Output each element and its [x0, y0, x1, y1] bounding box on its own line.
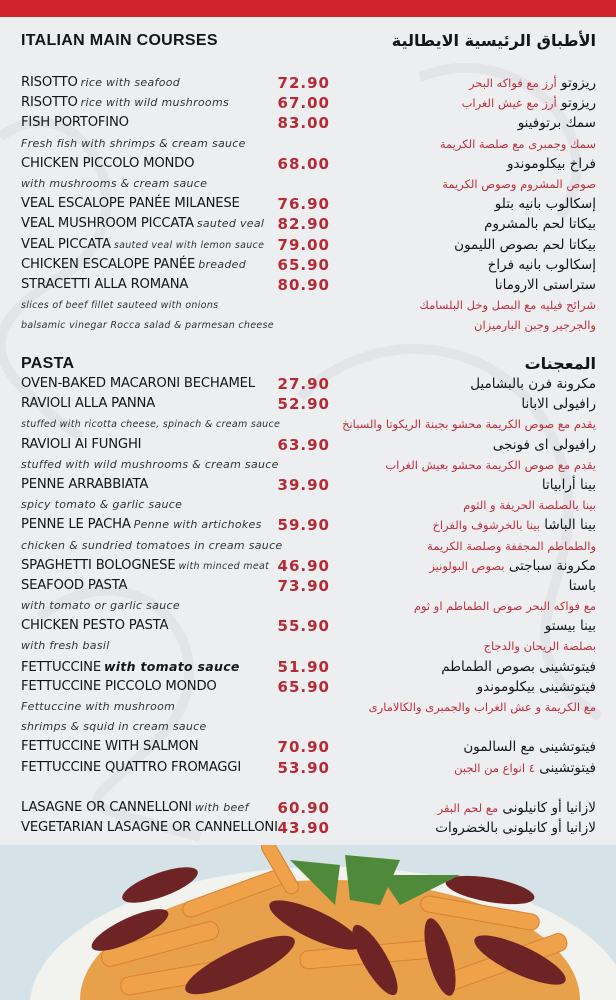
- menu-item-row: [0, 798, 616, 818]
- menu-item-row: [0, 295, 616, 315]
- item-text-en: [21, 818, 278, 838]
- item-name-ar: مكرونة فرن بالبشاميل: [470, 376, 596, 392]
- item-text-en: [21, 194, 240, 214]
- menu-item-row: [0, 475, 616, 495]
- item-description-ar: والجرجير وجبن البارميزان: [474, 318, 596, 333]
- item-text-en: [21, 616, 168, 636]
- menu-item-row: [0, 134, 616, 154]
- item-name-ar: إسكالوب بانيه فراخ: [487, 256, 596, 273]
- item-name-ar: بيكاتا لحم بالمشروم: [484, 216, 596, 233]
- item-text-ar: [542, 475, 596, 495]
- pasta-title-en: PASTA: [21, 355, 75, 372]
- item-description: chicken & sundried tomatoes in cream sauce: [21, 538, 283, 552]
- item-name: VEGETARIAN LASAGNE OR CANNELLONI: [21, 820, 278, 836]
- item-name-ar: ستراستى الارومانا: [494, 276, 596, 293]
- item-description: sauted veal: [196, 217, 265, 231]
- item-description-ar: بينا بالصلصة الحريفة و الثوم: [463, 498, 596, 513]
- item-name: FISH PORTOFINO: [21, 115, 129, 131]
- main-courses-list: [0, 73, 616, 335]
- item-description-ar: أرز مع فواكه البحر: [468, 76, 557, 90]
- item-text-ar: [521, 394, 596, 414]
- menu-item-row: [0, 315, 616, 335]
- item-description: with fresh basil: [21, 639, 110, 653]
- item-text-en: [21, 154, 194, 174]
- item-text-en: [21, 495, 182, 515]
- item-text-en: [21, 697, 175, 717]
- item-text-en: [21, 113, 129, 133]
- item-text-en: [21, 93, 229, 113]
- item-text-ar: [477, 677, 596, 697]
- menu-item-row: [0, 214, 616, 234]
- item-text-en: [21, 515, 262, 535]
- pasta-title-ar: المعجنات: [524, 354, 596, 373]
- menu-item-row: [0, 194, 616, 214]
- item-description: with beef: [194, 800, 249, 814]
- menu-item-row: [0, 818, 616, 838]
- item-text-en: [21, 134, 246, 154]
- item-description-ar: بصوص البولونيز: [429, 558, 505, 573]
- item-text-en: [21, 235, 264, 256]
- item-description-ar: أرز مع عيش الغراب: [461, 96, 557, 111]
- item-name: RISOTTO: [21, 95, 78, 111]
- menu-item-row: [0, 113, 616, 133]
- item-description: Fettuccine with mushroom: [21, 700, 176, 713]
- item-description-ar: مع فواكه البحر صوص الطماطم او ثوم: [413, 599, 596, 614]
- item-text-en: [21, 536, 283, 556]
- item-text-ar: [454, 235, 596, 255]
- item-price: 63.90: [277, 435, 330, 454]
- item-name: CHICKEN PESTO PASTA: [21, 618, 169, 634]
- item-description: rice with wild mushrooms: [80, 96, 230, 110]
- item-text-en: [21, 214, 264, 234]
- menu-item-row: [0, 717, 616, 737]
- item-name: PENNE ARRABBIATA: [21, 476, 149, 492]
- item-description-ar: شرائح فيليه مع البصل وخل البلسامك: [419, 298, 596, 313]
- item-price: 79.00: [277, 235, 330, 254]
- item-text-en: [21, 255, 246, 275]
- top-red-bar: [0, 0, 616, 17]
- item-name: FETTUCCINE QUATTRO FROMAGGI: [21, 759, 242, 775]
- item-text-ar: [545, 616, 596, 636]
- item-description: Fresh fish with shrimps & cream sauce: [21, 136, 246, 150]
- main-courses-title-en: ITALIAN MAIN COURSES: [21, 32, 218, 49]
- item-description: stuffed with ricotta cheese, spinach & cream sauce: [21, 419, 281, 431]
- item-name: STRACETTI ALLA ROMANA: [21, 276, 189, 292]
- item-price: 65.90: [277, 677, 330, 696]
- item-text-ar: [454, 758, 596, 778]
- item-price: 39.90: [277, 475, 330, 494]
- item-description: with minced meat: [178, 560, 270, 572]
- item-description-ar: ٤ انواع من الجبن: [454, 760, 535, 775]
- item-text-ar: [463, 737, 596, 757]
- menu-item-row: [0, 515, 616, 535]
- item-price: 80.90: [277, 275, 330, 294]
- item-name: SEAFOOD PASTA: [21, 577, 128, 593]
- item-name-ar: إسكالوب بانيه بتلو: [494, 196, 596, 213]
- item-text-en: [21, 475, 148, 495]
- item-name: RISOTTO: [21, 75, 78, 90]
- menu-item-row: [0, 636, 616, 656]
- item-description-ar: بينا بالخرشوف والفراخ: [432, 518, 540, 533]
- item-name-ar: لازانيا أو كانيلونى بالخضروات: [435, 820, 596, 837]
- item-price: 70.90: [277, 738, 330, 757]
- item-price: 60.90: [277, 798, 330, 817]
- item-text-en: [21, 798, 249, 818]
- menu-item-row: [0, 556, 616, 576]
- menu-item-row: [0, 657, 616, 677]
- item-name: VEAL ESCALOPE PANÉE MILANESE: [21, 196, 240, 212]
- item-price: 51.90: [277, 657, 330, 676]
- item-price: 76.90: [277, 195, 330, 214]
- item-name: RAVIOLI AI FUNGHI: [21, 436, 142, 452]
- item-name-ar: فيتوتشينى: [539, 759, 596, 776]
- item-text-en: [21, 717, 207, 737]
- menu-item-row: [0, 677, 616, 697]
- menu-item-row: [0, 737, 616, 757]
- item-price: 68.00: [277, 154, 330, 173]
- menu-item-row: [0, 154, 616, 174]
- menu-item-row: [0, 255, 616, 275]
- pasta-photo: [0, 845, 616, 1000]
- item-price: 59.90: [277, 516, 330, 535]
- item-description-ar: صوص المشروم وصوص الكريمة: [442, 176, 596, 191]
- item-description: sauted veal with lemon sauce: [113, 239, 265, 251]
- menu-item-row: [0, 93, 616, 113]
- item-price: 73.90: [277, 576, 330, 595]
- item-description-ar: والطماطم المجففة وصلصة الكريمة: [427, 538, 596, 553]
- menu-item-row: [0, 616, 616, 636]
- item-description: slices of beef fillet sauteed with onions: [21, 300, 219, 312]
- item-description: Penne with artichokes: [133, 518, 262, 532]
- item-name: FETTUCCINE PICCOLO MONDO: [21, 678, 217, 694]
- menu-item-row: [0, 374, 616, 394]
- item-name: LASAGNE OR CANNELLONI: [21, 799, 192, 815]
- item-name: VEAL PICCATA: [21, 236, 111, 252]
- item-text-en: [21, 374, 255, 394]
- item-price: 55.90: [277, 617, 330, 636]
- item-text-ar: [495, 194, 596, 214]
- item-description: stuffed with wild mushrooms & cream sauce: [21, 457, 279, 471]
- item-price: 43.90: [277, 819, 330, 838]
- item-text-en: [21, 174, 207, 194]
- item-text-ar: [438, 798, 596, 818]
- item-description-ar: سمك وجمبرى مع صلصة الكريمة: [439, 136, 596, 151]
- item-description: with mushrooms & cream sauce: [21, 176, 208, 190]
- item-text-en: [21, 737, 198, 757]
- item-name: PENNE LE PACHA: [21, 517, 131, 533]
- item-price: 72.90: [277, 74, 330, 92]
- item-name-ar: مكرونة سباجتى: [508, 557, 596, 574]
- item-text-ar: [484, 214, 596, 234]
- main-courses-title-ar: الأطباق الرئيسية الايطالية: [391, 31, 596, 50]
- item-text-en: [21, 295, 218, 316]
- item-text-ar: [569, 576, 596, 596]
- item-name: CHICKEN ESCALOPE PANÉE: [21, 256, 196, 272]
- menu-item-row: [0, 576, 616, 596]
- item-text-en: [21, 73, 180, 93]
- item-text-ar: [462, 93, 596, 113]
- item-text-ar: [469, 73, 596, 93]
- item-name-ar: بينا الباشا: [544, 517, 596, 534]
- menu-item-row: [0, 174, 616, 194]
- item-name: SPAGHETTI BOLOGNESE: [21, 557, 176, 573]
- item-name-ar: ريزوتو: [561, 95, 596, 112]
- item-text-en: [21, 556, 269, 577]
- item-name: CHICKEN PICCOLO MONDO: [21, 155, 195, 171]
- item-description: with tomato or garlic sauce: [21, 599, 180, 613]
- item-text-en: [21, 636, 110, 656]
- menu-item-row: [0, 455, 616, 475]
- item-name-ar: لازانيا أو كانيلونى: [502, 799, 596, 816]
- item-name-ar: رافيولى الابانا: [521, 396, 596, 413]
- item-name-ar: رافيولى اى فونجى: [492, 436, 596, 453]
- item-text-ar: [493, 435, 596, 455]
- item-text-ar: [507, 154, 596, 174]
- item-text-ar: [470, 374, 596, 394]
- item-price: 53.90: [277, 758, 330, 777]
- item-name: RAVIOLI ALLA PANNA: [21, 396, 156, 412]
- menu-item-row: [0, 414, 616, 434]
- item-price: 83.00: [277, 114, 330, 133]
- item-description-ar: يقدم مع صوص الكريمة محشو بعيش الغراب: [385, 457, 596, 472]
- item-name-ar: بينا أرابياتا: [541, 476, 596, 493]
- item-name-ar: بينا بيستو: [544, 618, 596, 635]
- item-description-ar: مع الكريمة و عش الغراب والجمبرى والكالامارى: [368, 700, 596, 714]
- item-name: OVEN-BAKED MACARONI BECHAMEL: [21, 376, 255, 391]
- item-description-ar: يقدم مع صوص الكريمة محشو بجبنة الريكوتا والسبانخ: [342, 417, 596, 432]
- item-text-en: [21, 275, 188, 295]
- item-description-ar: مع لحم البقر: [437, 800, 499, 815]
- item-text-en: [21, 596, 180, 616]
- item-description: rice with seafood: [80, 76, 181, 89]
- item-text-ar: [488, 255, 596, 275]
- item-text-ar: [441, 657, 596, 677]
- menu-item-row: [0, 73, 616, 93]
- item-name-ar: فراخ بيكلوموندو: [507, 155, 596, 172]
- menu-item-row: [0, 596, 616, 616]
- item-description: spicy tomato & garlic sauce: [21, 498, 183, 512]
- item-description: with tomato sauce: [103, 658, 240, 674]
- menu-item-row: [0, 435, 616, 455]
- item-price: 82.90: [277, 215, 330, 234]
- item-price: 52.90: [277, 395, 330, 414]
- item-text-ar: [495, 275, 596, 295]
- item-name: VEAL MUSHROOM PICCATA: [21, 216, 194, 232]
- menu-item-row: [0, 758, 616, 778]
- menu-item-row: [0, 495, 616, 515]
- item-text-en: [21, 576, 127, 596]
- item-text-en: [21, 677, 217, 697]
- item-name: FETTUCCINE: [21, 659, 101, 675]
- menu-item-row: [0, 394, 616, 414]
- item-name-ar: سمك برتوفينو: [517, 115, 596, 132]
- menu-item-row: [0, 235, 616, 255]
- item-text-en: [21, 315, 274, 336]
- menu-item-row: [0, 536, 616, 556]
- item-name-ar: فيتوتشينى بصوص الطماطم: [441, 658, 596, 675]
- item-name-ar: فيتوتشينى مع السالمون: [463, 739, 596, 756]
- item-text-en: [21, 758, 241, 778]
- item-name-ar: ريزوتو: [561, 75, 596, 91]
- item-text-en: [21, 414, 280, 435]
- item-name-ar: بيكاتا لحم بصوص الليمون: [454, 236, 596, 253]
- item-text-en: [21, 435, 141, 455]
- item-description: breaded: [198, 257, 247, 271]
- item-price: 46.90: [277, 556, 330, 575]
- item-price: 67.00: [277, 94, 330, 113]
- item-description-ar: بصلصة الريحان والدجاج: [483, 639, 596, 654]
- pasta-list: [0, 374, 616, 838]
- item-name-ar: فيتوتشينى بيكلوموندو: [476, 678, 596, 695]
- item-text-ar: [429, 556, 596, 576]
- item-text-ar: [435, 818, 596, 838]
- item-description: balsamic vinegar Rocca salad & parmesan cheese: [21, 320, 274, 332]
- item-text-en: [21, 394, 155, 414]
- menu-item-row: [0, 275, 616, 295]
- item-description: shrimps & squid in cream sauce: [21, 720, 207, 734]
- item-text-en: [21, 455, 279, 475]
- item-text-ar: [432, 515, 596, 535]
- menu-item-row: [0, 697, 616, 717]
- item-price: 65.90: [277, 255, 330, 274]
- item-price: 27.90: [277, 375, 330, 393]
- item-text-ar: [518, 113, 596, 133]
- item-text-en: [21, 657, 240, 678]
- item-name-ar: باستا: [568, 577, 596, 594]
- spacer-row: [0, 778, 616, 798]
- item-name: FETTUCCINE WITH SALMON: [21, 739, 199, 755]
